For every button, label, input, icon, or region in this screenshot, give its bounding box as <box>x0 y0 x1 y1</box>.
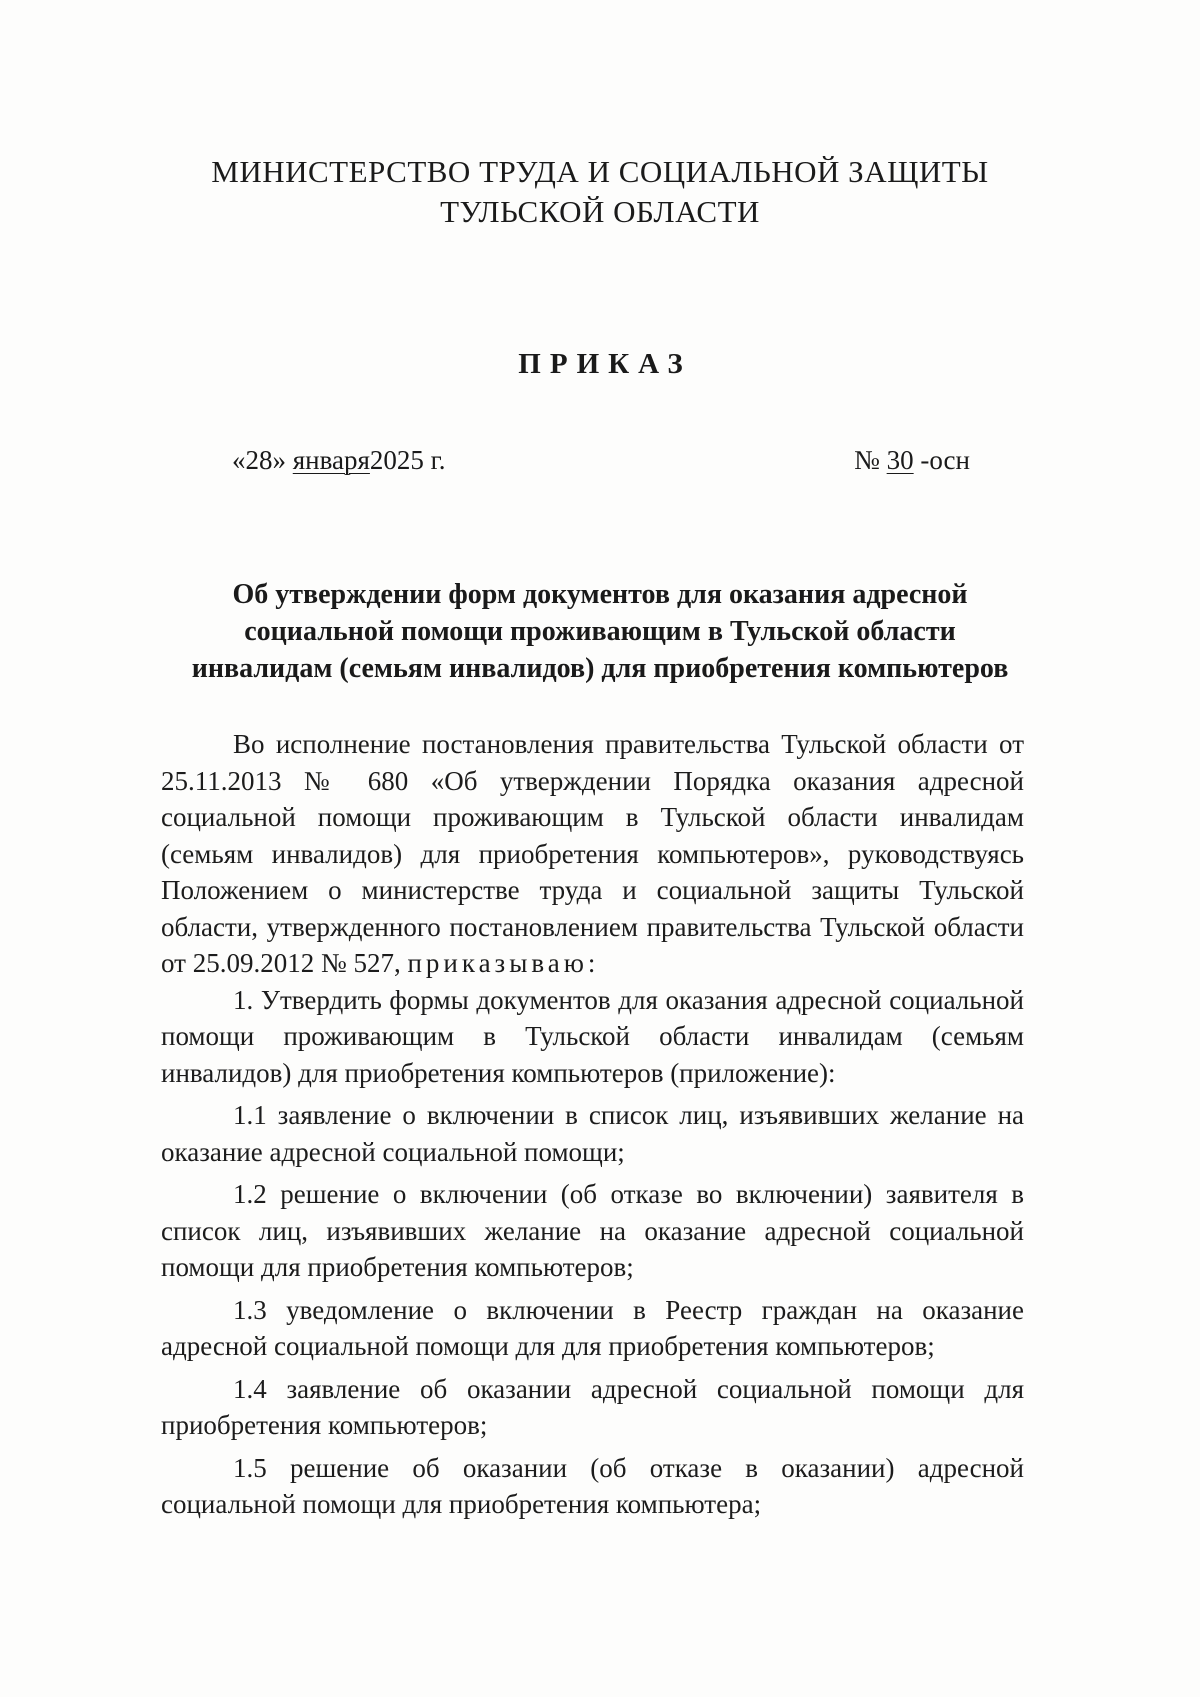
order-subject <box>150 576 1050 687</box>
ministry-header <box>0 152 1200 232</box>
number-value: 30 <box>886 445 914 475</box>
date-day: «28» <box>232 445 286 475</box>
order-word: приказываю: <box>407 948 600 978</box>
number-prefix: № <box>854 445 880 475</box>
item-1-1: 1.1 заявление о включении в список лиц, изъявивших желание на оказание адресной социальной помощи; <box>161 1100 1024 1167</box>
item-1: 1. Утвердить формы документов для оказания адресной социальной помощи проживающим в Тульской области инвалидам (семьям инвалидов) для приобретения компьютеров (приложение): <box>161 984 1024 1088</box>
date-year: 2025 г. <box>369 445 446 475</box>
preamble-paragraph <box>161 726 1024 982</box>
number-suffix: -осн <box>920 445 970 475</box>
subject-line3: инвалидам (семьям инвалидов) для приобретения компьютеров <box>191 653 1009 684</box>
subject-line2: социальной помощи проживающим в Тульской области <box>244 616 956 647</box>
ministry-name-line2: ТУЛЬСКОЙ ОБЛАСТИ <box>440 194 760 229</box>
item-1-4: 1.4 заявление об оказании адресной социальной помощи для приобретения компьютеров; <box>161 1373 1024 1440</box>
item-1-3: 1.3 уведомление о включении в Реестр граждан на оказание адресной социальной помощи для для приобретения компьютеров; <box>161 1294 1024 1361</box>
order-number <box>854 445 970 476</box>
preamble-text: Во исполнение постановления правительства Тульской области от 25.11.2013 № 680 «Об утверждении Порядка оказания адресной социальной помощи проживающим в Тульской области инвалидам (семьям инвалидов) для приобретения компьютеров», руководствуясь Положением о министерстве труда и социальной защиты Тульской области, утвержденного постановлением правительства Тульской области от 25.09.2012 № 527, <box>161 729 1024 978</box>
order-body <box>161 726 1024 1523</box>
item-1-5: 1.5 решение об оказании (об отказе в оказании) адресной социальной помощи для приобретения компьютера; <box>161 1452 1024 1519</box>
ministry-name-line1: МИНИСТЕРСТВО ТРУДА И СОЦИАЛЬНОЙ ЗАЩИТЫ <box>211 154 989 189</box>
subject-line1: Об утверждении форм документов для оказания адресной <box>232 579 968 610</box>
item-1-2: 1.2 решение о включении (об отказе во включении) заявителя в список лиц, изъявивших желание на оказание адресной социальной помощи для приобретения компьютеров; <box>161 1179 1024 1282</box>
date-month: января <box>292 445 370 475</box>
order-date <box>232 445 445 476</box>
document-type-title: ПРИКАЗ <box>518 348 692 380</box>
